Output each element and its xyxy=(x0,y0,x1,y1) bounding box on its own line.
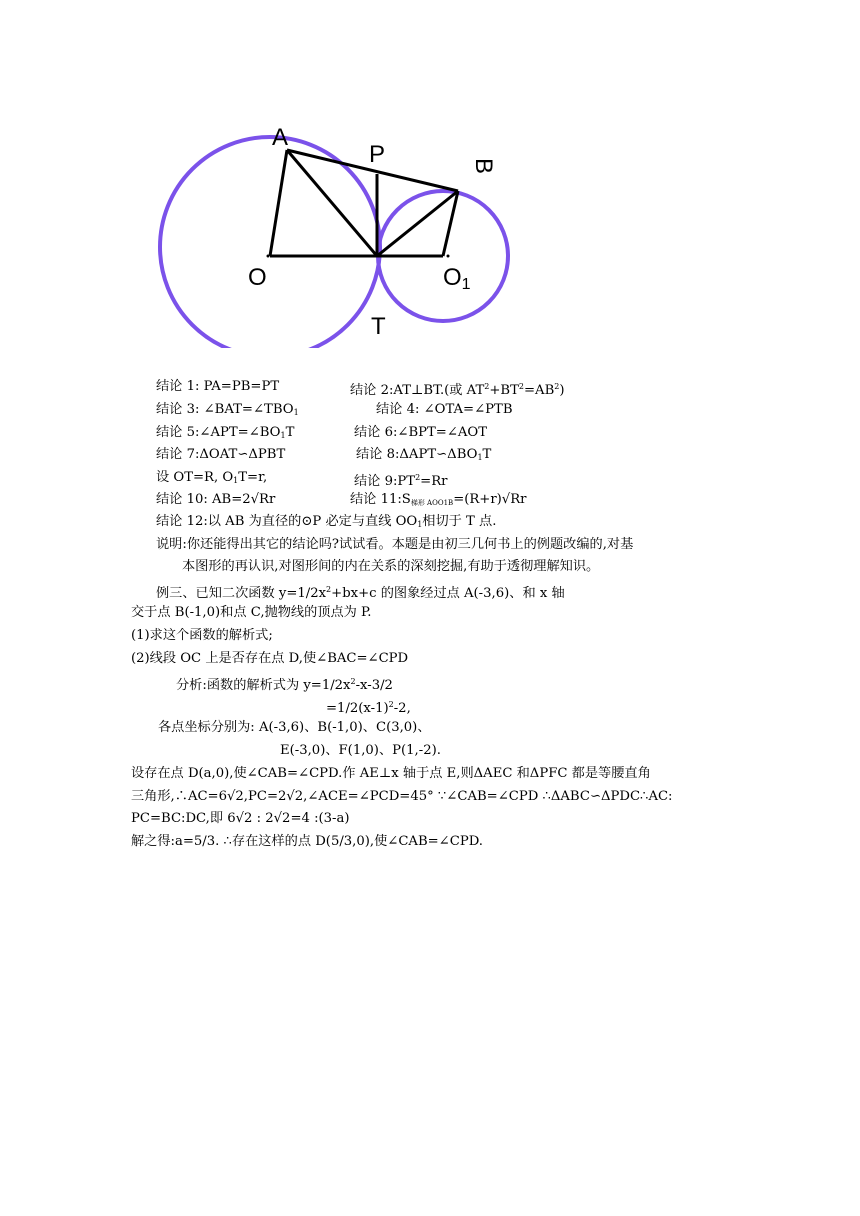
label-O: O xyxy=(248,264,267,291)
label-O1-subscript: 1 xyxy=(461,276,471,293)
label-B: B xyxy=(470,158,497,175)
analysis-line-1: 分析:函数的解析式为 $y=1/2x^2-x-3/2$ xyxy=(176,677,393,693)
label-A: A xyxy=(272,124,289,151)
solution-line-2: 三角形,∴AC=6√2,PC=2√2,∠ACE=∠PCD=45° ∵∠CAB=∠CPD ∴ΔABC∽ΔPDC∴AC: xyxy=(131,789,673,804)
solution-line-4: 解之得:a=5/3. ∴存在这样的点 D(5/3,0),使∠CAB=∠CPD. xyxy=(131,834,483,849)
conclusion-6: 结论 6:∠BPT=∠AOT xyxy=(354,425,488,440)
label-T: T xyxy=(371,313,386,340)
conclusion-9: 结论 $9:PT^2=Rr$ xyxy=(354,473,448,489)
solution-line-1: 设存在点 D(a,0),使∠CAB=∠CPD.作 AE⊥x 轴于点 E,则ΔAEC 和ΔPFC 都是等腰直角 xyxy=(131,766,651,781)
conclusion-12: 结论 12:以 AB 为直径的⊙P 必定与直线 $OO_1$相切于 T 点. xyxy=(156,514,497,529)
conclusion-7: 结论 7:ΔOAT∽ΔPBT xyxy=(156,447,286,462)
coordinates-line-2: E(-3,0)、F(1,0)、P(1,-2). xyxy=(280,743,441,758)
conclusion-1: 结论 1: PA=PB=PT xyxy=(156,379,280,394)
example-line-1: 例三、已知二次函数 $y=1/2x^2+bx+c$ 的图象经过点 A(-3,6)、和 x 轴 xyxy=(156,585,565,601)
conclusion-3: 结论 3: $\angle BAT=\angle TBO_1$ xyxy=(156,402,299,417)
note-line-1: 说明:你还能得出其它的结论吗?试试看。本题是由初三几何书上的例题改编的,对基 xyxy=(156,537,634,552)
note-line-2: 本图形的再认识,对图形间的内在关系的深刻挖掘,有助于透彻理解知识。 xyxy=(182,559,600,574)
conclusion-11: 结论 $11:S_{梯形 AOO1B}=(R+r)√Rr$ xyxy=(350,492,527,507)
example-line-2: 交于点 B(-1,0)和点 C,抛物线的顶点为 P. xyxy=(131,605,372,620)
conclusion-4: 结论 4: ∠OTA=∠PTB xyxy=(376,402,513,417)
segment-AT xyxy=(287,150,377,256)
label-O1: O1 xyxy=(443,264,471,293)
point-O1-dot xyxy=(447,255,450,258)
conclusion-2: 结论 2:AT⊥BT.(或 $AT^2+BT^2=AB^2$) xyxy=(350,382,565,398)
example-question-1: (1)求这个函数的解析式; xyxy=(131,628,273,643)
segment-OA xyxy=(270,150,287,256)
coordinates-line-1: 各点坐标分别为: A(-3,6)、B(-1,0)、C(3,0)、 xyxy=(158,720,431,735)
large-circle-O xyxy=(160,137,380,348)
tangent-circles-figure xyxy=(150,118,530,348)
conclusion-5: 结论 $5:\angle APT=\angle BO_1T$ xyxy=(156,425,295,440)
label-P: P xyxy=(369,141,386,168)
analysis-line-2: $=1/2(x-1)^2-2$, xyxy=(326,700,411,716)
point-O-dot xyxy=(267,255,270,258)
conclusion-8: 结论 $8:\Delta APT∽\Delta BO_1T$ xyxy=(356,447,492,462)
example-question-2: (2)线段 OC 上是否存在点 D,使∠BAC=∠CPD xyxy=(131,651,409,666)
conclusion-10: 结论 10: AB=2√Rr xyxy=(156,492,276,507)
setup-radii: 设 OT=R, $O_1T=r$, xyxy=(156,470,268,485)
solution-line-3: PC=BC:DC,即 6√2 : 2√2=4 :(3-a) xyxy=(131,811,350,826)
